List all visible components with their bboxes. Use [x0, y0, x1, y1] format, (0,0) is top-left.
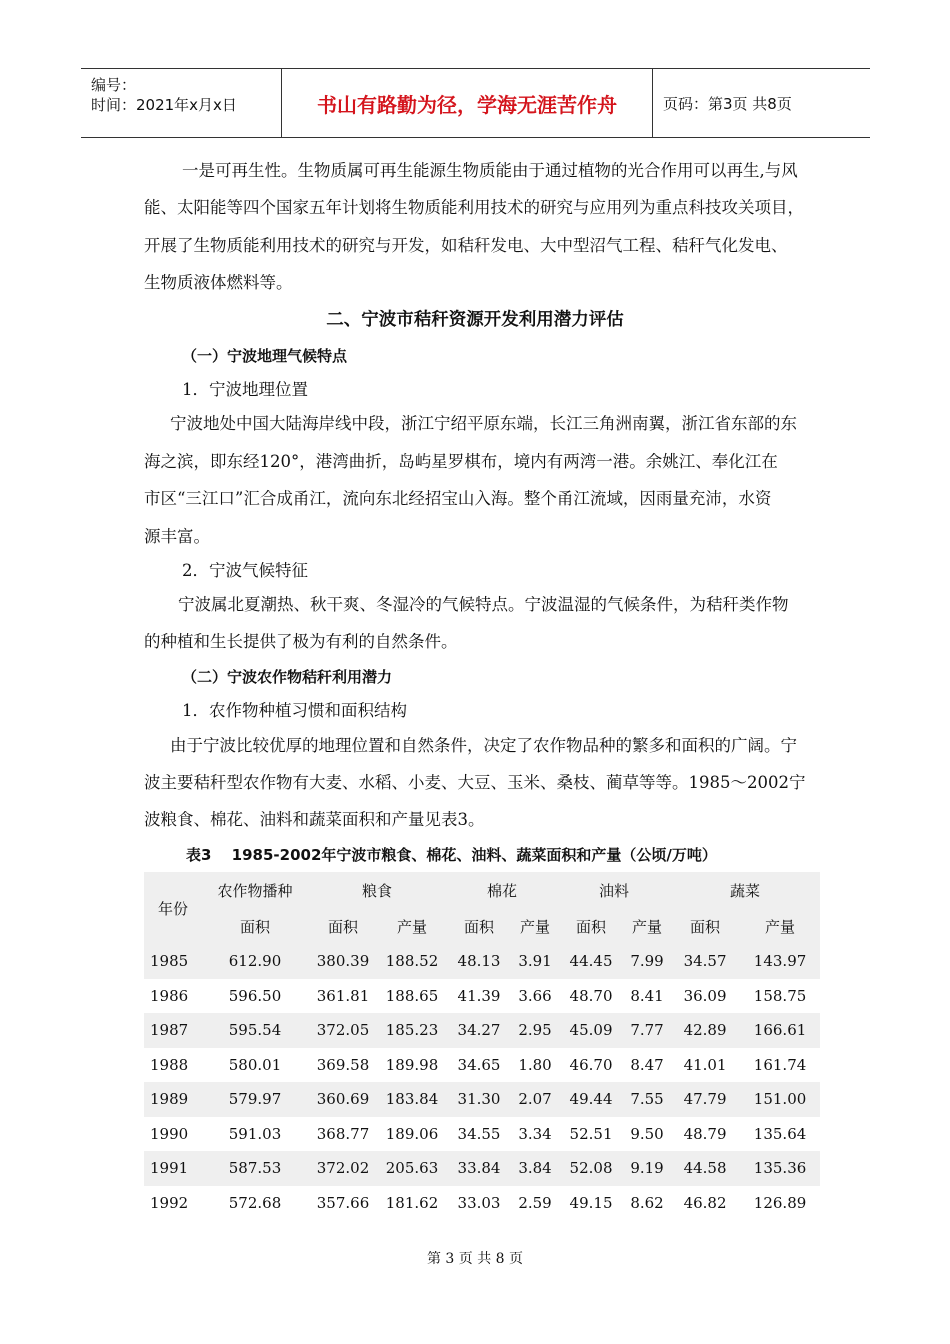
table-header-row1 [144, 872, 820, 908]
value-cell: 33.84 [446, 1151, 512, 1186]
para2-line3: 市区“三江口”汇合成甬江，流向东北经招宝山入海。整个甬江流域，因雨量充沛，水资 [144, 489, 772, 508]
table-row [144, 979, 820, 1014]
subheader-cell: 产量 [740, 908, 820, 944]
header-cotton: 棉花 [446, 872, 558, 908]
para2-line1: 宁波地处中国大陆海岸线中段，浙江宁绍平原东端，长江三角洲南翼，浙江省东部的东 [170, 414, 797, 433]
value-cell: 1.80 [518, 1055, 552, 1074]
value-cell: 9.19 [624, 1151, 670, 1186]
subheader-cell: 产量 [624, 908, 670, 944]
value-cell: 33.03 [457, 1193, 501, 1212]
value-cell: 31.30 [446, 1082, 512, 1117]
value-cell: 48.13 [446, 944, 512, 979]
year-cell: 1988 [150, 1055, 189, 1074]
subheader-cell: 面积 [446, 908, 512, 944]
value-cell: 185.23 [378, 1013, 446, 1048]
value-cell: 135.36 [740, 1151, 820, 1186]
value-cell: 3.84 [512, 1151, 558, 1186]
value-cell: 2.59 [518, 1193, 552, 1212]
subsection1-title: （一）宁波地理气候特点 [182, 347, 348, 365]
header-page-info: 页码：第3页 共8页 [663, 94, 792, 113]
value-cell: 44.58 [670, 1151, 740, 1186]
value-cell: 48.70 [569, 986, 613, 1005]
value-cell: 41.01 [683, 1055, 727, 1074]
value-cell: 380.39 [308, 944, 378, 979]
value-cell: 36.09 [683, 986, 727, 1005]
para1-line4: 生物质液体燃料等。 [144, 273, 293, 292]
value-cell: 572.68 [228, 1193, 282, 1212]
table-row [144, 1013, 820, 1048]
section-title: 二、宁波市秸秆资源开发利用潜力评估 [326, 310, 624, 330]
value-cell: 579.97 [202, 1082, 308, 1117]
code-label: 编号： [91, 76, 137, 94]
value-cell: 369.58 [316, 1055, 370, 1074]
header-crop: 农作物播种 [202, 872, 308, 908]
value-cell: 158.75 [753, 986, 807, 1005]
value-cell: 361.81 [316, 986, 370, 1005]
value-cell: 372.02 [308, 1151, 378, 1186]
value-cell: 360.69 [308, 1082, 378, 1117]
para3-line2: 的种植和生长提供了极为有利的自然条件。 [144, 632, 458, 651]
para2-line4: 源丰富。 [144, 527, 210, 546]
value-cell: 46.82 [683, 1193, 727, 1212]
para2-line2: 海之滨，即东经120°，港湾曲折，岛屿星罗棋布，境内有两湾一港。余姚江、奉化江在 [144, 452, 778, 471]
header-year: 年份 [144, 872, 202, 944]
value-cell: 161.74 [753, 1055, 807, 1074]
subheader-cell: 产量 [512, 908, 558, 944]
year-cell: 1992 [150, 1193, 189, 1212]
subheader-cell: 面积 [670, 908, 740, 944]
value-cell: 143.97 [740, 944, 820, 979]
para4-line1: 由于宁波比较优厚的地理位置和自然条件，决定了农作物品种的繁多和面积的广阔。宁 [170, 736, 797, 755]
value-cell: 135.64 [753, 1124, 807, 1143]
table-row [144, 1082, 820, 1117]
value-cell: 126.89 [753, 1193, 807, 1212]
value-cell: 3.66 [518, 986, 552, 1005]
value-cell: 368.77 [316, 1124, 370, 1143]
value-cell: 41.39 [457, 986, 501, 1005]
table-row [144, 1048, 820, 1083]
value-cell: 166.61 [740, 1013, 820, 1048]
table-row [144, 1151, 820, 1186]
value-cell: 42.89 [670, 1013, 740, 1048]
item3-title: 1．农作物种植习惯和面积结构 [182, 701, 407, 720]
year-cell: 1985 [144, 944, 202, 979]
item2-title: 2．宁波气候特征 [182, 561, 308, 580]
value-cell: 188.65 [385, 986, 439, 1005]
value-cell: 48.79 [683, 1124, 727, 1143]
value-cell: 181.62 [385, 1193, 439, 1212]
subheader-cell: 面积 [202, 908, 308, 944]
value-cell: 2.95 [512, 1013, 558, 1048]
year-cell: 1989 [144, 1082, 202, 1117]
value-cell: 189.98 [385, 1055, 439, 1074]
value-cell: 34.57 [670, 944, 740, 979]
table-row [144, 1117, 820, 1152]
value-cell: 45.09 [558, 1013, 624, 1048]
para4-line3: 波粮食、棉花、油料和蔬菜面积和产量见表3。 [144, 810, 485, 829]
para1-line1: 一是可再生性。生物质属可再生能源生物质能由于通过植物的光合作用可以再生,与风 [182, 161, 798, 180]
table-caption: 表3 1985-2002年宁波市粮食、棉花、油料、蔬菜面积和产量（公顷/万吨） [186, 846, 717, 864]
header-motto: 书山有路勤为径，学海无涯苦作舟 [282, 69, 653, 137]
page-header [81, 68, 870, 138]
year-cell: 1986 [150, 986, 189, 1005]
value-cell: 205.63 [378, 1151, 446, 1186]
year-cell: 1987 [144, 1013, 202, 1048]
year-cell: 1990 [150, 1124, 189, 1143]
value-cell: 34.27 [446, 1013, 512, 1048]
value-cell: 587.53 [202, 1151, 308, 1186]
value-cell: 52.08 [558, 1151, 624, 1186]
table-header-row2 [144, 908, 820, 944]
header-grain: 粮食 [308, 872, 446, 908]
value-cell: 151.00 [740, 1082, 820, 1117]
value-cell: 52.51 [569, 1124, 613, 1143]
value-cell: 580.01 [228, 1055, 282, 1074]
table-row [144, 944, 820, 979]
value-cell: 47.79 [670, 1082, 740, 1117]
header-veg: 蔬菜 [670, 872, 820, 908]
value-cell: 183.84 [378, 1082, 446, 1117]
value-cell: 596.50 [228, 986, 282, 1005]
para1-line3: 开展了生物质能利用技术的研究与开发，如秸秆发电、大中型沼气工程、秸秆气化发电、 [144, 236, 788, 255]
value-cell: 34.65 [457, 1055, 501, 1074]
value-cell: 591.03 [228, 1124, 282, 1143]
value-cell: 46.70 [569, 1055, 613, 1074]
value-cell: 49.15 [569, 1193, 613, 1212]
page-footer: 第 3 页 共 8 页 [426, 1251, 524, 1267]
value-cell: 8.41 [630, 986, 664, 1005]
value-cell: 2.07 [512, 1082, 558, 1117]
table-row [144, 1186, 820, 1221]
value-cell: 189.06 [385, 1124, 439, 1143]
header-oil: 油料 [558, 872, 670, 908]
value-cell: 8.62 [630, 1193, 664, 1212]
value-cell: 188.52 [378, 944, 446, 979]
subheader-cell: 面积 [558, 908, 624, 944]
value-cell: 595.54 [202, 1013, 308, 1048]
crop-table [144, 872, 820, 1220]
value-cell: 3.91 [512, 944, 558, 979]
value-cell: 49.44 [558, 1082, 624, 1117]
value-cell: 612.90 [202, 944, 308, 979]
para4-line2: 波主要秸秆型农作物有大麦、水稻、小麦、大豆、玉米、桑枝、蔺草等等。1985～2002宁 [144, 773, 806, 792]
item1-title: 1．宁波地理位置 [182, 380, 308, 399]
value-cell: 44.45 [558, 944, 624, 979]
value-cell: 9.50 [630, 1124, 664, 1143]
subsection2-title: （二）宁波农作物秸秆利用潜力 [182, 668, 393, 686]
value-cell: 34.55 [457, 1124, 501, 1143]
subheader-cell: 产量 [378, 908, 446, 944]
header-meta [81, 69, 282, 137]
para1-line2: 能、太阳能等四个国家五年计划将生物质能利用技术的研究与应用列为重点科技攻关项目， [144, 198, 804, 217]
value-cell: 7.99 [624, 944, 670, 979]
value-cell: 7.55 [624, 1082, 670, 1117]
value-cell: 8.47 [630, 1055, 664, 1074]
year-cell: 1991 [144, 1151, 202, 1186]
para3-line1: 宁波属北夏潮热、秋干爽、冬湿冷的气候特点。宁波温湿的气候条件，为秸秆类作物 [178, 595, 789, 614]
value-cell: 357.66 [316, 1193, 370, 1212]
value-cell: 372.05 [308, 1013, 378, 1048]
subheader-cell: 面积 [308, 908, 378, 944]
value-cell: 7.77 [624, 1013, 670, 1048]
value-cell: 3.34 [518, 1124, 552, 1143]
date-label: 时间：2021年x月x日 [91, 96, 237, 114]
